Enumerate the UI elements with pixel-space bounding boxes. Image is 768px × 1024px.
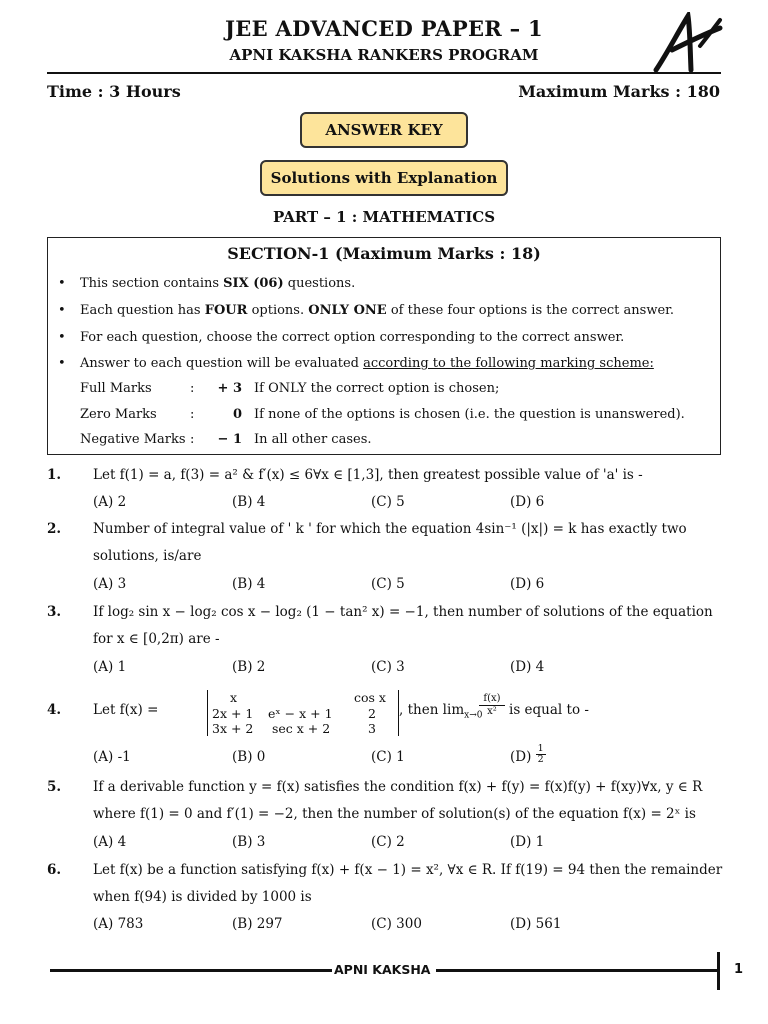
question-number: 2. <box>47 521 62 537</box>
maximum-marks: Maximum Marks : 180 <box>518 82 720 101</box>
scheme-description: If ONLY the correct option is chosen; <box>254 381 500 396</box>
option-d[interactable]: (D) $\frac{1}{2}$ <box>510 743 544 765</box>
page-number: 1 <box>734 962 744 977</box>
instruction-bullet <box>58 330 625 345</box>
option-c[interactable]: (C) 5 <box>371 576 405 592</box>
option-a[interactable]: (A) -1 <box>93 749 131 765</box>
question-text: If log₂ sin x − log₂ cos x − log₂ (1 − tan² x) = −1, then number of solutions of the equation <box>93 604 713 620</box>
question-text: Let f(1) = a, f(3) = a² & f′(x) ≤ 6∀x ∈ [1,3], then greatest possible value of 'a' is - <box>93 467 643 483</box>
instruction-text: Answer to each question will be evaluated according to the following marking scheme: <box>80 356 654 371</box>
scheme-description: In all other cases. <box>254 432 372 447</box>
question-text: when f(94) is divided by 1000 is <box>93 889 312 905</box>
determinant-matrix <box>207 690 399 736</box>
scheme-label: Negative Marks <box>80 432 186 447</box>
question-text: Number of integral value of ' k ' for which the equation 4sin⁻¹ (|x|) = k has exactly two <box>93 521 687 537</box>
question-text: where f(1) = 0 and f′(1) = −2, then the number of solution(s) of the equation f(x) = 2ˣ is <box>93 806 696 822</box>
det-cell: 3 <box>368 721 376 736</box>
option-d[interactable]: (D) 6 <box>510 576 545 592</box>
question-text: solutions, is/are <box>93 548 202 564</box>
bullet-icon: • <box>58 276 66 291</box>
footer-rule-right <box>436 969 720 972</box>
instruction-text: This section contains SIX (06) questions. <box>80 276 356 291</box>
det-cell: 3x + 2 <box>212 721 254 736</box>
instruction-bullet <box>58 303 675 318</box>
det-cell: x <box>230 690 238 705</box>
footer-vertical-bar <box>717 952 720 990</box>
option-b[interactable]: (B) 0 <box>232 749 266 765</box>
question-number: 4. <box>47 702 62 718</box>
option-a[interactable]: (A) 1 <box>93 659 127 675</box>
scheme-value: 0 <box>232 407 242 422</box>
option-d[interactable]: (D) 6 <box>510 494 545 510</box>
question-number: 6. <box>47 862 62 878</box>
scheme-value: − 1 <box>217 432 242 447</box>
det-cell: cos x <box>354 690 386 705</box>
program-subtitle: APNI KAKSHA RANKERS PROGRAM <box>229 46 539 64</box>
option-c[interactable]: (C) 3 <box>371 659 405 675</box>
det-cell: eˣ − x + 1 <box>268 706 333 721</box>
header-divider <box>47 72 721 74</box>
instruction-bullet <box>58 276 356 291</box>
option-c[interactable]: (C) 5 <box>371 494 405 510</box>
det-cell: 2 <box>368 706 376 721</box>
limit-subscript: x→0 <box>464 710 483 721</box>
question-number: 3. <box>47 604 62 620</box>
option-c[interactable]: (C) 2 <box>371 834 405 850</box>
paper-title: JEE ADVANCED PAPER – 1 <box>225 16 543 41</box>
bullet-icon: • <box>58 303 66 318</box>
limit-fraction: f(x) x² <box>479 693 505 718</box>
scheme-label: Zero Marks <box>80 407 157 422</box>
option-b[interactable]: (B) 4 <box>232 494 266 510</box>
option-c[interactable]: (C) 300 <box>371 916 422 932</box>
bullet-icon: • <box>58 330 66 345</box>
option-b[interactable]: (B) 3 <box>232 834 266 850</box>
option-d[interactable]: (D) 561 <box>510 916 562 932</box>
option-a[interactable]: (A) 4 <box>93 834 127 850</box>
section-title: SECTION-1 (Maximum Marks : 18) <box>227 244 541 263</box>
footer-rule-left <box>50 969 332 972</box>
instruction-text: For each question, choose the correct option corresponding to the correct answer. <box>80 330 625 345</box>
question-text: Let f(x) be a function satisfying f(x) + f(x − 1) = x², ∀x ∈ R. If f(19) = 94 then the remainder <box>93 862 723 878</box>
apni-kaksha-logo-icon <box>650 12 725 74</box>
footer-brand: APNI KAKSHA <box>334 962 431 977</box>
det-cell: sec x + 2 <box>272 721 331 736</box>
option-a[interactable]: (A) 3 <box>93 576 127 592</box>
limit-text: , then $\lim_{x\to 0}$ <box>399 702 483 721</box>
part-title: PART – 1 : MATHEMATICS <box>272 208 496 226</box>
option-c[interactable]: (C) 1 <box>371 749 405 765</box>
option-d-fraction: $\frac{1}{2}$ <box>537 743 544 765</box>
scheme-label: Full Marks <box>80 381 152 396</box>
section-instructions-box <box>47 237 721 455</box>
scheme-colon: : <box>190 381 195 396</box>
question-text: for x ∈ [0,2π) are - <box>93 631 220 647</box>
exam-duration: Time : 3 Hours <box>47 82 181 101</box>
det-cell: 2x + 1 <box>212 706 254 721</box>
question-number: 1. <box>47 467 62 483</box>
solutions-badge: Solutions with Explanation <box>260 160 508 196</box>
option-b[interactable]: (B) 4 <box>232 576 266 592</box>
scheme-colon: : <box>190 407 195 422</box>
option-b[interactable]: (B) 2 <box>232 659 266 675</box>
option-b[interactable]: (B) 297 <box>232 916 283 932</box>
bullet-icon: • <box>58 356 66 371</box>
option-a[interactable]: (A) 2 <box>93 494 127 510</box>
instruction-bullet <box>58 356 654 371</box>
option-d[interactable]: (D) 1 <box>510 834 545 850</box>
scheme-value: + 3 <box>217 381 242 396</box>
question-number: 5. <box>47 779 62 795</box>
scheme-description: If none of the options is chosen (i.e. the question is unanswered). <box>254 407 685 422</box>
question-text: If a derivable function y = f(x) satisfies the condition f(x) + f(y) = f(x)f(y) + f(xy)∀x, y ∈ R <box>93 779 703 795</box>
option-a[interactable]: (A) 783 <box>93 916 144 932</box>
scheme-colon: : <box>190 432 195 447</box>
answer-key-badge: ANSWER KEY <box>300 112 468 148</box>
question-text: Let f(x) = <box>93 702 159 718</box>
question-text-end: is equal to - <box>509 702 589 718</box>
option-d[interactable]: (D) 4 <box>510 659 545 675</box>
instruction-text: Each question has FOUR options. ONLY ONE of these four options is the correct answer. <box>80 303 675 318</box>
